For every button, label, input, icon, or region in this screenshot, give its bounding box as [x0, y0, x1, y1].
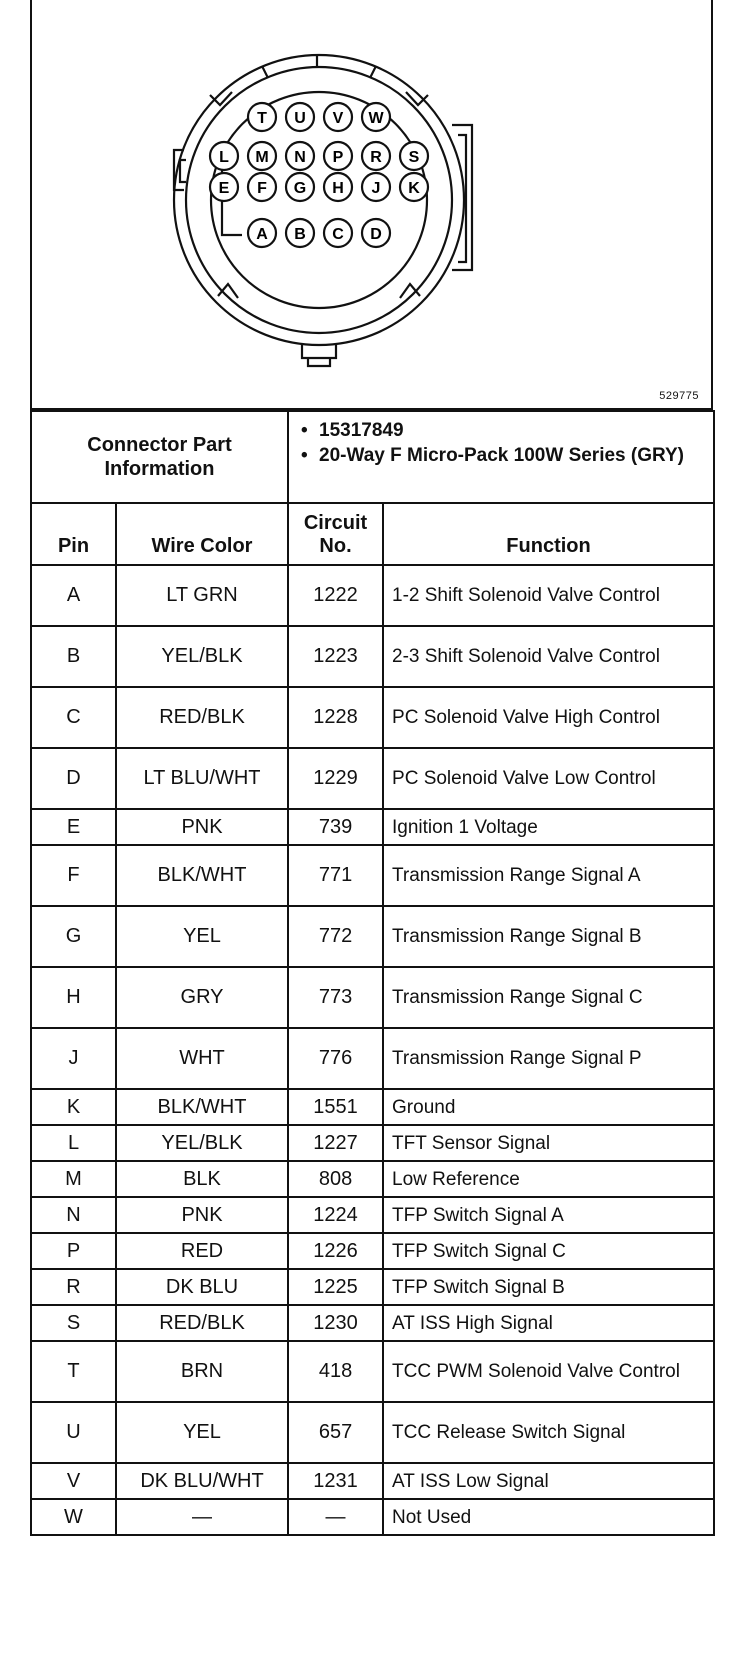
cell-circuit: 773	[288, 967, 383, 1028]
table-row	[31, 1233, 714, 1269]
svg-text:T: T	[257, 110, 267, 127]
cell-wire-color: BLK	[116, 1161, 288, 1197]
cell-wire-color: PNK	[116, 1197, 288, 1233]
cell-circuit: 772	[288, 906, 383, 967]
svg-text:K: K	[408, 180, 420, 197]
pin-N	[286, 142, 314, 170]
cell-wire-color: BLK/WHT	[116, 1089, 288, 1125]
pin-T	[248, 103, 276, 131]
cell-pin: F	[31, 845, 116, 906]
svg-text:V: V	[332, 110, 344, 127]
svg-text:P: P	[332, 149, 344, 166]
cell-wire-color: —	[116, 1499, 288, 1535]
cell-wire-color: RED	[116, 1233, 288, 1269]
cell-function: Transmission Range Signal P	[383, 1028, 714, 1089]
table-row	[31, 1341, 714, 1402]
cell-function: TFT Sensor Signal	[383, 1125, 714, 1161]
svg-text:B: B	[294, 226, 306, 243]
cell-function: TCC Release Switch Signal	[383, 1402, 714, 1463]
cell-circuit: 1225	[288, 1269, 383, 1305]
connector-info-row	[31, 411, 714, 503]
cell-circuit: 1228	[288, 687, 383, 748]
cell-wire-color: WHT	[116, 1028, 288, 1089]
table-row	[31, 626, 714, 687]
connector-info-list	[288, 411, 714, 503]
col-header-wire-color: Wire Color	[116, 503, 288, 565]
cell-function: Not Used	[383, 1499, 714, 1535]
cell-function: TCC PWM Solenoid Valve Control	[383, 1341, 714, 1402]
pin-M	[248, 142, 276, 170]
table-row	[31, 687, 714, 748]
cell-function: AT ISS Low Signal	[383, 1463, 714, 1499]
cell-circuit: 418	[288, 1341, 383, 1402]
col-header-function: Function	[383, 503, 714, 565]
table-row	[31, 845, 714, 906]
cell-circuit: 771	[288, 845, 383, 906]
connector-info-label: Connector Part Information	[31, 411, 288, 503]
svg-text:M: M	[255, 149, 269, 166]
svg-text:E: E	[218, 180, 230, 197]
cell-function: 1-2 Shift Solenoid Valve Control	[383, 565, 714, 626]
cell-function: Transmission Range Signal A	[383, 845, 714, 906]
cell-function: 2-3 Shift Solenoid Valve Control	[383, 626, 714, 687]
cell-circuit: 1222	[288, 565, 383, 626]
cell-wire-color: LT BLU/WHT	[116, 748, 288, 809]
cell-circuit: 1223	[288, 626, 383, 687]
connector-face-drawing	[32, 0, 715, 408]
pin-B	[286, 219, 314, 247]
cell-function: TFP Switch Signal C	[383, 1233, 714, 1269]
svg-text:L: L	[219, 149, 229, 166]
cell-wire-color: GRY	[116, 967, 288, 1028]
cell-pin: S	[31, 1305, 116, 1341]
svg-text:J: J	[371, 180, 381, 197]
cell-pin: D	[31, 748, 116, 809]
table-row	[31, 967, 714, 1028]
pin-D	[362, 219, 390, 247]
cell-pin: V	[31, 1463, 116, 1499]
cell-pin: H	[31, 967, 116, 1028]
cell-function: Low Reference	[383, 1161, 714, 1197]
cell-wire-color: BRN	[116, 1341, 288, 1402]
cell-pin: A	[31, 565, 116, 626]
pin-W	[362, 103, 390, 131]
table-row	[31, 1402, 714, 1463]
svg-text:S: S	[408, 149, 420, 166]
cell-pin: W	[31, 1499, 116, 1535]
cell-circuit: 1229	[288, 748, 383, 809]
cell-wire-color: RED/BLK	[116, 1305, 288, 1341]
table-row	[31, 1499, 714, 1535]
cell-wire-color: PNK	[116, 809, 288, 845]
cell-function: PC Solenoid Valve Low Control	[383, 748, 714, 809]
cell-circuit: 1230	[288, 1305, 383, 1341]
pin-J	[362, 173, 390, 201]
connector-part-number: • 15317849	[301, 420, 404, 441]
col-header-pin: Pin	[31, 503, 116, 565]
svg-text:G: G	[293, 180, 307, 197]
cell-pin: T	[31, 1341, 116, 1402]
svg-text:D: D	[370, 226, 382, 243]
cell-function: Ignition 1 Voltage	[383, 809, 714, 845]
pin-R	[362, 142, 390, 170]
cell-pin: N	[31, 1197, 116, 1233]
svg-text:N: N	[294, 149, 306, 166]
pinout-table	[30, 410, 715, 1536]
table-row	[31, 1269, 714, 1305]
svg-text:H: H	[332, 180, 344, 197]
cell-pin: L	[31, 1125, 116, 1161]
cell-circuit: 1226	[288, 1233, 383, 1269]
table-row	[31, 565, 714, 626]
cell-circuit: —	[288, 1499, 383, 1535]
cell-circuit: 1224	[288, 1197, 383, 1233]
pin-H	[324, 173, 352, 201]
pin-C	[324, 219, 352, 247]
table-row	[31, 906, 714, 967]
cell-wire-color: YEL	[116, 1402, 288, 1463]
cell-function: TFP Switch Signal B	[383, 1269, 714, 1305]
cell-pin: P	[31, 1233, 116, 1269]
cell-function: Ground	[383, 1089, 714, 1125]
table-row	[31, 1028, 714, 1089]
cell-function: Transmission Range Signal B	[383, 906, 714, 967]
cell-function: Transmission Range Signal C	[383, 967, 714, 1028]
cell-pin: K	[31, 1089, 116, 1125]
col-header-circuit: Circuit No.	[288, 503, 383, 565]
pin-S	[400, 142, 428, 170]
connector-sheet	[30, 0, 713, 1536]
connector-diagram	[30, 0, 713, 410]
pin-E	[210, 173, 238, 201]
cell-circuit: 1551	[288, 1089, 383, 1125]
pin-F	[248, 173, 276, 201]
table-header-row	[31, 503, 714, 565]
cell-wire-color: BLK/WHT	[116, 845, 288, 906]
cell-wire-color: DK BLU/WHT	[116, 1463, 288, 1499]
cell-circuit: 776	[288, 1028, 383, 1089]
cell-circuit: 657	[288, 1402, 383, 1463]
pin-K	[400, 173, 428, 201]
cell-wire-color: LT GRN	[116, 565, 288, 626]
cell-pin: G	[31, 906, 116, 967]
cell-pin: B	[31, 626, 116, 687]
svg-text:U: U	[294, 110, 306, 127]
svg-text:C: C	[332, 226, 344, 243]
cell-pin: C	[31, 687, 116, 748]
pinout-rows	[31, 565, 714, 1535]
svg-text:W: W	[368, 110, 384, 127]
table-row	[31, 1463, 714, 1499]
cell-pin: M	[31, 1161, 116, 1197]
svg-text:R: R	[370, 149, 382, 166]
cell-circuit: 808	[288, 1161, 383, 1197]
connector-description: • 20-Way F Micro-Pack 100W Series (GRY)	[301, 445, 685, 466]
cell-pin: U	[31, 1402, 116, 1463]
cell-pin: J	[31, 1028, 116, 1089]
pin-A	[248, 219, 276, 247]
pin-U	[286, 103, 314, 131]
cell-wire-color: RED/BLK	[116, 687, 288, 748]
cell-wire-color: YEL	[116, 906, 288, 967]
pin-G	[286, 173, 314, 201]
cell-function: AT ISS High Signal	[383, 1305, 714, 1341]
cell-circuit: 739	[288, 809, 383, 845]
cell-wire-color: YEL/BLK	[116, 626, 288, 687]
svg-text:A: A	[256, 226, 268, 243]
table-row	[31, 1305, 714, 1341]
table-row	[31, 1161, 714, 1197]
cell-function: TFP Switch Signal A	[383, 1197, 714, 1233]
table-row	[31, 1125, 714, 1161]
cell-circuit: 1231	[288, 1463, 383, 1499]
cell-wire-color: YEL/BLK	[116, 1125, 288, 1161]
cell-circuit: 1227	[288, 1125, 383, 1161]
cell-function: PC Solenoid Valve High Control	[383, 687, 714, 748]
table-row	[31, 1089, 714, 1125]
table-row	[31, 1197, 714, 1233]
pin-V	[324, 103, 352, 131]
cell-pin: E	[31, 809, 116, 845]
cell-wire-color: DK BLU	[116, 1269, 288, 1305]
table-row	[31, 748, 714, 809]
svg-text:F: F	[257, 180, 267, 197]
cell-pin: R	[31, 1269, 116, 1305]
figure-id: 529775	[659, 390, 699, 402]
pin-L	[210, 142, 238, 170]
pin-P	[324, 142, 352, 170]
table-row	[31, 809, 714, 845]
